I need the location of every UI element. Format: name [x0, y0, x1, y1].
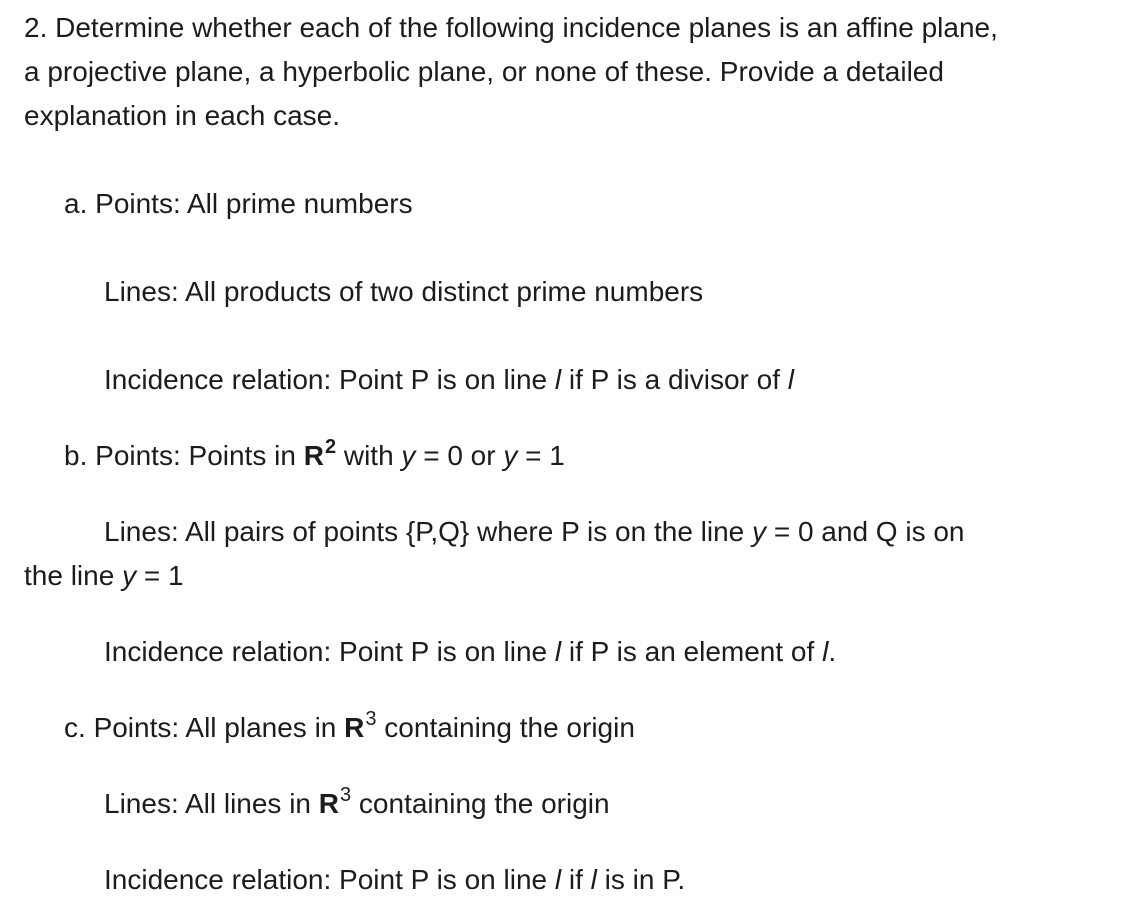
- part-a-incidence-var-l: l: [554, 364, 562, 395]
- part-c-lines-exponent: 3: [340, 784, 352, 806]
- part-a-lines-text: Lines: All products of two distinct prime numbers: [104, 276, 704, 307]
- part-b-points-var-y: y: [401, 440, 416, 471]
- part-c-lines-prefix: Lines: All lines in: [104, 788, 319, 819]
- part-b-points-var-y-2: y: [503, 440, 518, 471]
- part-b-incidence-end: .: [828, 636, 837, 667]
- part-b-lines-continuation: [24, 558, 184, 594]
- part-c-incidence-mid: if: [561, 864, 591, 895]
- part-b-incidence-mid: if P is an element of: [561, 636, 823, 667]
- part-c-incidence-end: is in P.: [596, 864, 686, 895]
- part-c-incidence-prefix: Incidence relation: Point P is on line: [104, 864, 555, 895]
- part-b-incidence: [104, 634, 836, 670]
- part-a-incidence-prefix: Incidence relation: Point P is on line: [104, 364, 555, 395]
- part-b-lines-var-y: y: [752, 516, 767, 547]
- part-b-marker: b.: [64, 440, 88, 471]
- problem-statement-line-1: [24, 10, 998, 46]
- part-c-lines-end: containing the origin: [351, 788, 610, 819]
- part-c-points-R: R: [344, 712, 365, 743]
- part-b-lines-cont-var-y: y: [122, 560, 137, 591]
- part-b-lines-cont-prefix: the line: [24, 560, 123, 591]
- part-b-points-mid-2: = 0 or: [415, 440, 504, 471]
- problem-intro-line-1: Determine whether each of the following incidence planes is an affine plane,: [55, 12, 998, 43]
- part-b-lines-suffix: = 0 and Q is on: [766, 516, 965, 547]
- part-b-lines-cont-end: = 1: [136, 560, 184, 591]
- part-c-incidence-var-l: l: [554, 864, 562, 895]
- part-b-points-end: = 1: [517, 440, 565, 471]
- part-c-points-end: containing the origin: [376, 712, 635, 743]
- part-c-incidence-var-l-2: l: [590, 864, 597, 895]
- part-c-marker: c.: [64, 712, 86, 743]
- part-a-points-text: Points: All prime numbers: [95, 188, 413, 219]
- part-a-incidence-mid: if P is a divisor of: [561, 364, 788, 395]
- part-c-lines: [104, 786, 610, 825]
- part-b-incidence-var-l: l: [554, 636, 562, 667]
- part-b-points-prefix: Points: Points in: [95, 440, 304, 471]
- part-a-points: [64, 186, 413, 222]
- problem-statement-line-3: [24, 98, 340, 134]
- part-c-incidence: [104, 862, 685, 898]
- problem-intro-line-2: a projective plane, a hyperbolic plane, or none of these. Provide a detailed: [24, 56, 944, 87]
- part-c-points: [64, 710, 635, 749]
- problem-number: 2.: [24, 12, 48, 43]
- part-b-points: [64, 438, 565, 477]
- part-c-points-prefix: Points: All planes in: [93, 712, 345, 743]
- part-b-points-R: R: [303, 440, 324, 471]
- problem-intro-line-3: explanation in each case.: [24, 100, 340, 131]
- part-b-points-exponent: 2: [324, 436, 337, 458]
- part-c-points-exponent: 3: [365, 708, 377, 730]
- part-b-incidence-prefix: Incidence relation: Point P is on line: [104, 636, 555, 667]
- part-a-incidence: [104, 362, 794, 398]
- part-a-marker: a.: [64, 188, 88, 219]
- part-b-lines: [104, 514, 965, 550]
- part-c-lines-R: R: [318, 788, 340, 819]
- problem-statement-line-2: [24, 54, 944, 90]
- part-b-points-mid-1: with: [336, 440, 402, 471]
- part-a-lines: [104, 274, 703, 310]
- part-b-incidence-var-l-2: l: [822, 636, 829, 667]
- part-a-incidence-var-l-2: l: [787, 364, 795, 395]
- part-b-lines-prefix: Lines: All pairs of points {P,Q} where P is on the line: [104, 516, 753, 547]
